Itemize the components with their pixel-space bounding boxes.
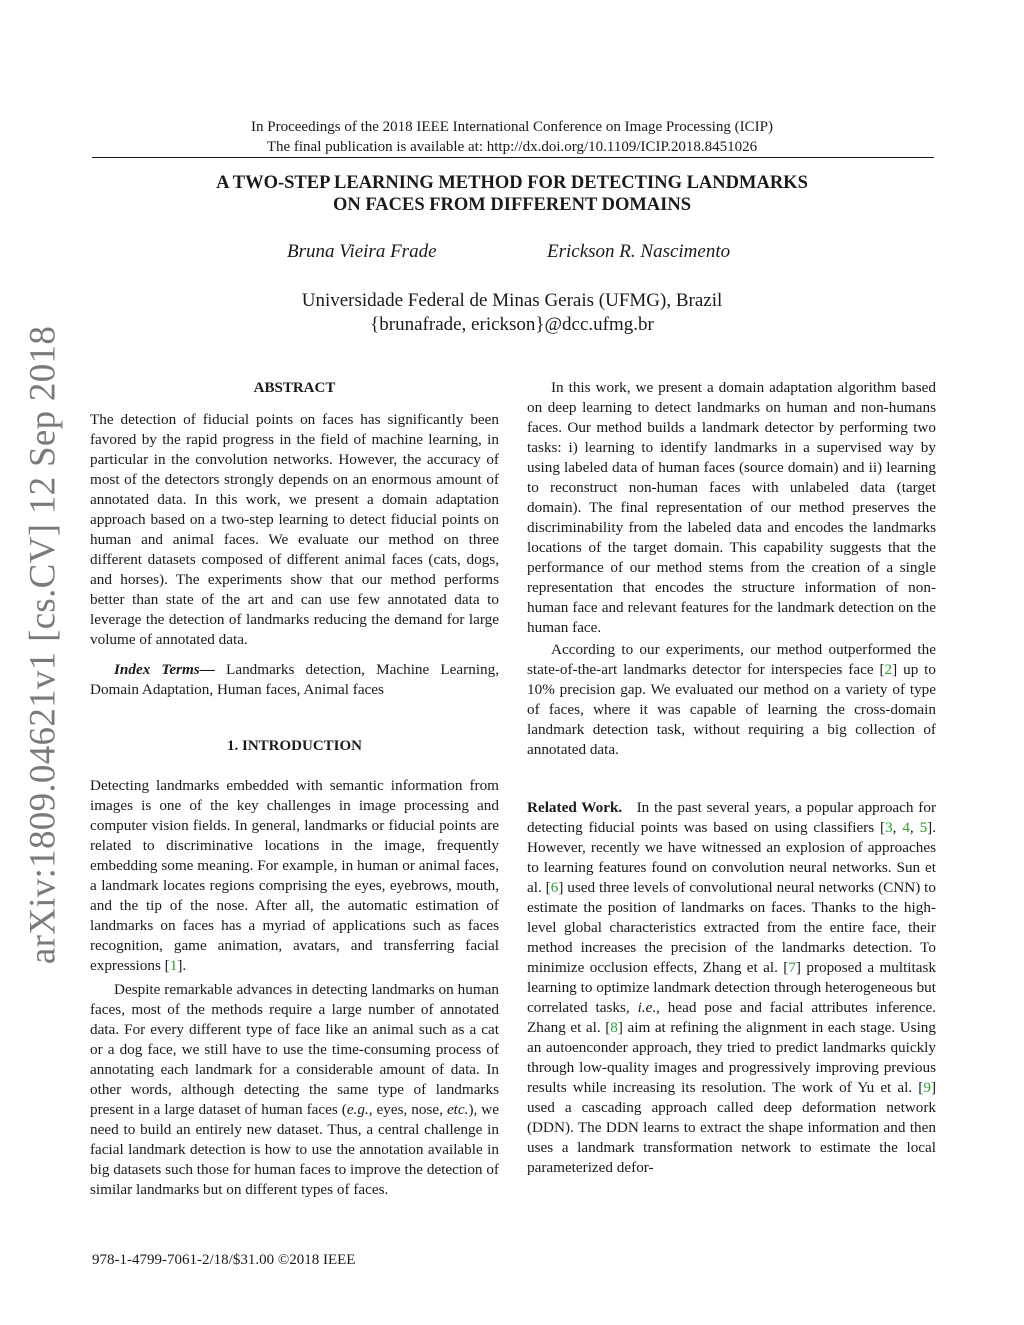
- citation-link-3[interactable]: 3: [885, 819, 893, 836]
- citation-link-5[interactable]: 5: [919, 819, 928, 836]
- index-terms-text: Landmarks detection, Machine Learning, Domain Adaptation, Human faces, Animal faces: [90, 661, 500, 698]
- author-2: Erickson R. Nascimento: [547, 241, 731, 262]
- citation-link-2[interactable]: 2: [884, 661, 893, 678]
- right-paragraph-2: According to our experiments, our method outperformed the state-of-the-art landmarks detector for interspecies face [2] up to 10% precision gap. We evaluated our method on a variety of type of faces, where it was capable of learning the cross-domain landmark detection task, without requiring a big collection of annotated data.: [527, 641, 936, 758]
- index-terms-label: Index Terms—: [114, 661, 215, 678]
- intro-paragraph-2: Despite remarkable advances in detecting landmarks on human faces, most of the methods require a large number of annotated data. For every different type of face like an animal such as a cat or a dog face, we still have to use the time-consuming process of annotating each landmark for a considerable amount of data. In other words, although detecting the same type of landmarks present in a large dataset of human faces (e.g., eyes, nose, etc.), we need to build an entirely new dataset. Thus, a central challenge in facial landmark detection is how to use the annotation available in big datasets such those for human faces to improve the detection of similar landmarks but on different types of faces.: [90, 981, 499, 1198]
- citation-link-8[interactable]: 8: [610, 1019, 618, 1036]
- abstract-heading: ABSTRACT: [253, 380, 336, 396]
- index-terms: [90, 660, 499, 700]
- emails: {brunafrade, erickson}@dcc.ufmg.br: [370, 314, 654, 335]
- citation-link-7[interactable]: 7: [788, 959, 796, 976]
- copyright-footer: 978-1-4799-7061-2/18/$31.00 ©2018 IEEE: [92, 1252, 356, 1268]
- related-work-label: Related Work.: [527, 799, 623, 816]
- doi-line: The final publication is available at: http://dx.doi.org/10.1109/ICIP.2018.8451026: [266, 139, 758, 155]
- citation-link-1[interactable]: 1: [169, 957, 178, 974]
- right-column: [527, 378, 936, 1178]
- header-rule: [92, 157, 934, 158]
- abstract-text: The detection of fiducial points on faces has significantly been favored by the rapid progress in the field of machine learning, in particular in the convolution networks. However, the accuracy of most of the detectors strongly depends on an enormous amount of annotated data. In this work, we present a domain adaptation approach based on a two-step learning to detect fiducial points on human and animal faces. We evaluate our method on three different datasets composed of different animal faces (cats, dogs, and horses). The experiments show that our method performs better than state of the art and can use few annotated data to leverage the detection of landmarks reducing the demand for large volume of annotated data.: [90, 411, 499, 648]
- affiliation: Universidade Federal de Minas Gerais (UFMG), Brazil: [301, 290, 723, 311]
- citation-link-6[interactable]: 6: [550, 879, 559, 896]
- right-paragraph-1: In this work, we present a domain adaptation algorithm based on deep learning to detect landmarks on human and non-humans faces. Our method builds a landmark detector by performing two tasks: i) learning to identify landmarks in a supervised way by using labeled data of human faces (source domain) and ii) learning to reconstruct non-human faces with unlabeled data (target domain). The final representation of our method preserves the discriminability from the labeled data and encodes the landmarks locations of the target domain. This capability suggests that the performance of our method stems from the creation of a single representation that encodes the structure information of non-human face and relevant features for the landmark detection on the human face.: [527, 379, 936, 636]
- left-column: [90, 378, 499, 1200]
- proceedings-line: In Proceedings of the 2018 IEEE International Conference on Image Processing (ICIP): [251, 119, 773, 135]
- related-work-paragraph: Related Work. In the past several years, a popular approach for detecting fiducial points was based on using classifiers [3, 4, 5]. However, recently we have witnessed an explosion of approaches to learning features found on convolution neural networks. Sun et al. [6] used three levels of convolutional neural networks (CNN) to estimate the position of landmarks on faces. Thanks to the high-level global characteristics extracted from the entire face, their method increases the precision of the landmarks detection. To minimize occlusion effects, Zhang et al. [7] proposed a multitask learning to optimize landmark detection through heterogeneous but correlated tasks, i.e., head pose and facial attributes inference. Zhang et al. [8] aim at refining the alignment in each stage. Using an autoenconder approach, they tried to predict landmarks quickly through low-quality images and progressively improving previous results while increasing its resolution. The work of Yu et al. [9] used a cascading approach called deep deformation network (DDN). The DDN learns to extract the shape information and then uses a landmark transformation network to estimate the local parameterized defor-: [527, 799, 937, 1176]
- paper-title-line-2: ON FACES FROM DIFFERENT DOMAINS: [332, 195, 692, 215]
- arxiv-stamp: arXiv:1809.04621v1 [cs.CV] 12 Sep 2018: [22, 325, 64, 965]
- intro-heading: 1. INTRODUCTION: [226, 738, 362, 754]
- intro-paragraph-1: Detecting landmarks embedded with semantic information from images is one of the key challenges in image processing and computer vision fields. In general, landmarks or fiducial points are related to discriminative locations in the image, frequently embedding some meaning. For example, in human or animal faces, a landmark locates regions comprising the eyes, eyebrows, mouth, and the tip of the nose. After all, the automatic estimation of landmarks on faces has a myriad of applications such as faces recognition, game animation, avatars, and transferring facial expressions [1].: [90, 777, 499, 974]
- citation-link-4[interactable]: 4: [902, 819, 910, 836]
- paper-title-line-1: A TWO-STEP LEARNING METHOD FOR DETECTING LANDMARKS: [216, 173, 808, 193]
- citation-link-9[interactable]: 9: [923, 1079, 931, 1096]
- author-1: Bruna Vieira Frade: [287, 241, 437, 262]
